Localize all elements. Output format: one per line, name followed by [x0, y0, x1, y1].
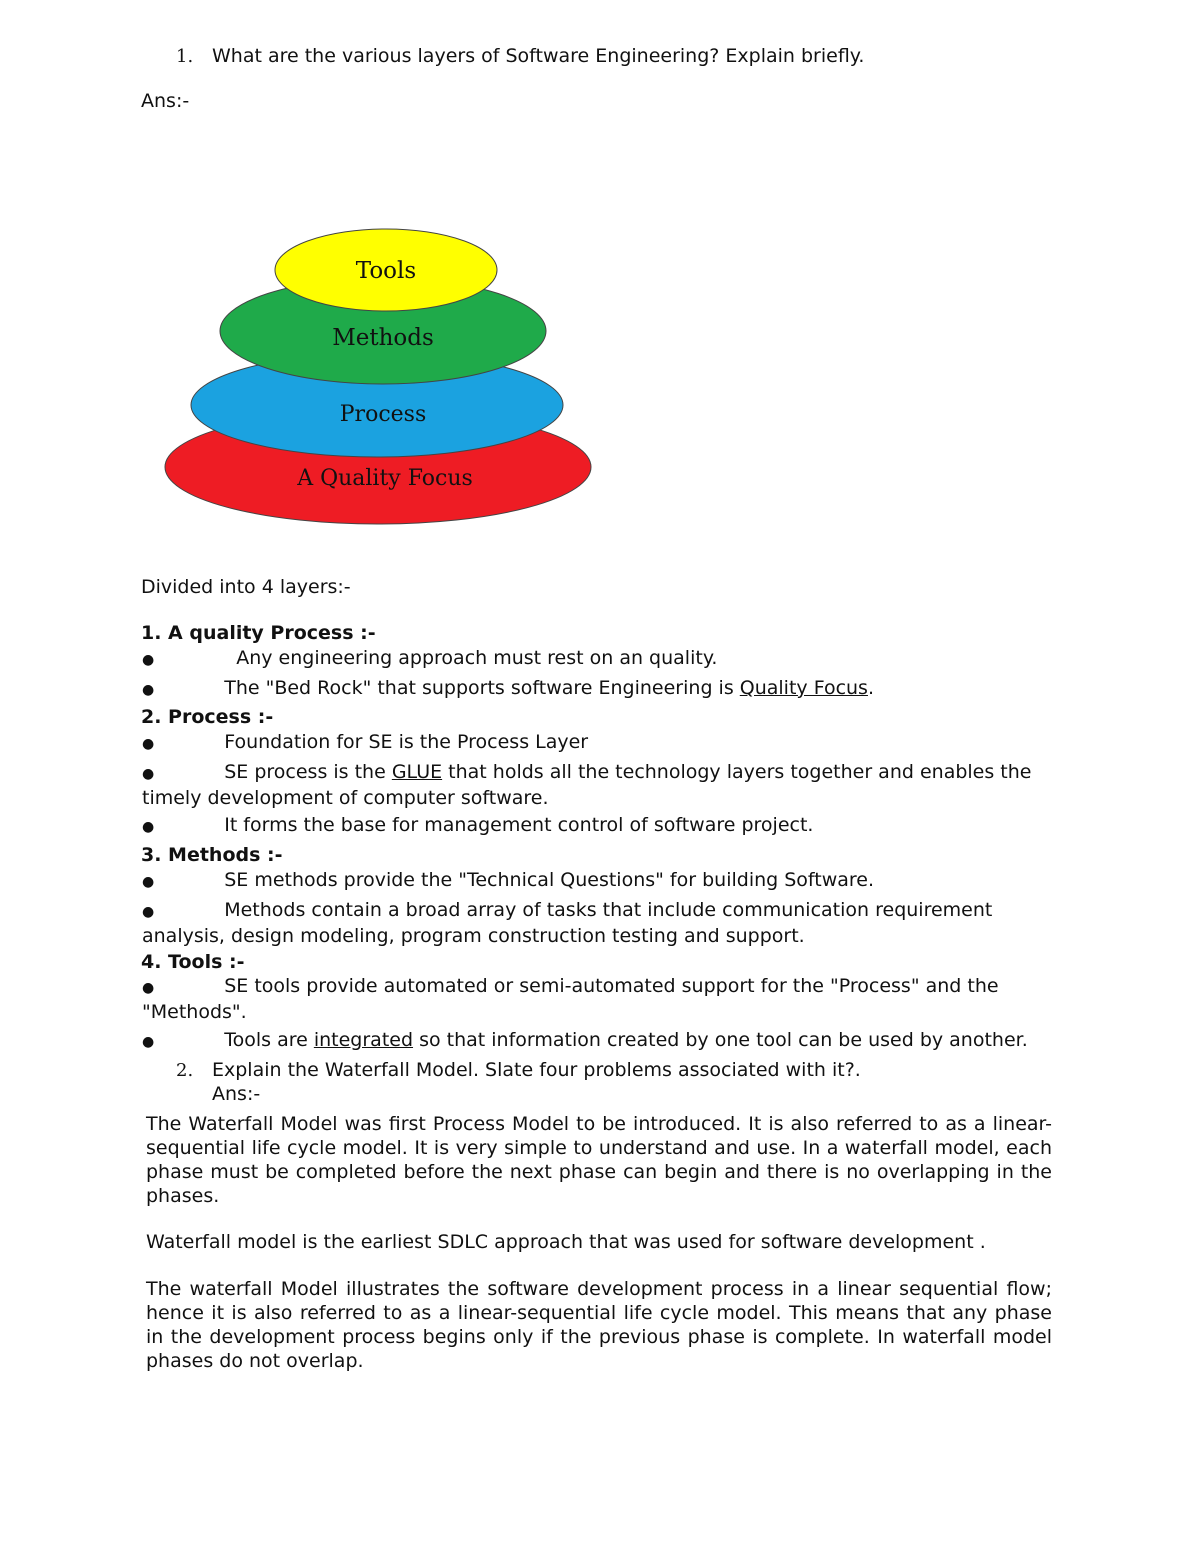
bullet-text: Any engineering approach must rest on an quality. [236, 647, 718, 669]
q2-number: 2. [176, 1060, 194, 1081]
bullet-icon: ● [142, 904, 155, 920]
bullet-text: . [867, 677, 875, 699]
bullet-icon: ● [142, 819, 155, 835]
bullet-icon: ● [142, 736, 155, 752]
bullet-icon: ● [142, 980, 155, 996]
section-heading-methods: 3. Methods :- [141, 844, 283, 866]
bullet-text: so that information created by one tool can be used by another. [413, 1029, 1028, 1051]
bullet-icon: ● [142, 1034, 155, 1050]
bullet-icon: ● [142, 874, 155, 890]
q2-text: Explain the Waterfall Model. Slate four problems associated with it?. [212, 1059, 861, 1081]
section-heading-quality: 1. A quality Process :- [141, 622, 376, 644]
layers-diagram [150, 215, 610, 535]
bullet-item [142, 868, 1062, 894]
bullet-text: that holds all the technology layers together and enables the timely development of computer software. [142, 761, 1032, 809]
bullet-text: SE tools provide automated or semi-automated support for the "Process" and the "Methods". [142, 975, 999, 1023]
layer-quality-focus-label: A Quality Focus [297, 466, 473, 491]
layer-methods-label: Methods [332, 325, 434, 351]
bullet-item [142, 1028, 1062, 1054]
section-heading-tools: 4. Tools :- [141, 951, 245, 973]
waterfall-paragraph-3: The waterfall Model illustrates the software development process in a linear sequential flow; hence it is also referred to as a linear-sequential life cycle model. This means that any phase in the development process begins only if the previous phase is complete. In waterfall model phases do not overlap. [146, 1278, 1052, 1372]
q2-ans-label: Ans:- [212, 1083, 261, 1105]
bullet-icon: ● [142, 766, 155, 782]
layer-process-label: Process [339, 402, 427, 427]
bullet-text: The "Bed Rock" that supports software Engineering is [224, 677, 740, 699]
bullet-text: Foundation for SE is the Process Layer [224, 731, 589, 753]
bullet-text: SE process is the [224, 761, 392, 783]
q1-number: 1. [176, 46, 194, 67]
section-heading-process: 2. Process :- [141, 706, 274, 728]
integrated-link: integrated [313, 1029, 414, 1051]
bullet-text: SE methods provide the "Technical Questions" for building Software. [224, 869, 875, 891]
layers-intro: Divided into 4 layers:- [141, 576, 351, 598]
bullet-icon: ● [142, 682, 155, 698]
bullet-item [142, 974, 1062, 1024]
bullet-item [142, 676, 1062, 702]
bullet-item [142, 813, 1062, 839]
q1-text: What are the various layers of Software Engineering? Explain briefly. [212, 45, 865, 67]
glue-link: GLUE [391, 761, 443, 783]
bullet-icon: ● [142, 652, 155, 668]
quality-focus-link: Quality Focus [739, 677, 868, 699]
waterfall-paragraph-2: Waterfall model is the earliest SDLC approach that was used for software development . [146, 1231, 986, 1253]
q1-ans-label: Ans:- [141, 90, 190, 112]
bullet-item [142, 646, 1062, 672]
waterfall-paragraph-1: The Waterfall Model was first Process Model to be introduced. It is also referred to as a linear-sequential life cycle model. It is very simple to understand and use. In a waterfall model, each phase must be completed before the next phase can begin and there is no overlapping in the phases. [146, 1113, 1052, 1207]
layer-tools-label: Tools [355, 258, 417, 284]
bullet-text: Tools are [224, 1029, 314, 1051]
bullet-item [142, 730, 1062, 756]
bullet-text: Methods contain a broad array of tasks that include communication requirement analysis, design modeling, program construction testing and support. [142, 899, 993, 947]
bullet-text: It forms the base for management control of software project. [224, 814, 814, 836]
bullet-item [142, 898, 1062, 948]
bullet-item [142, 760, 1062, 810]
